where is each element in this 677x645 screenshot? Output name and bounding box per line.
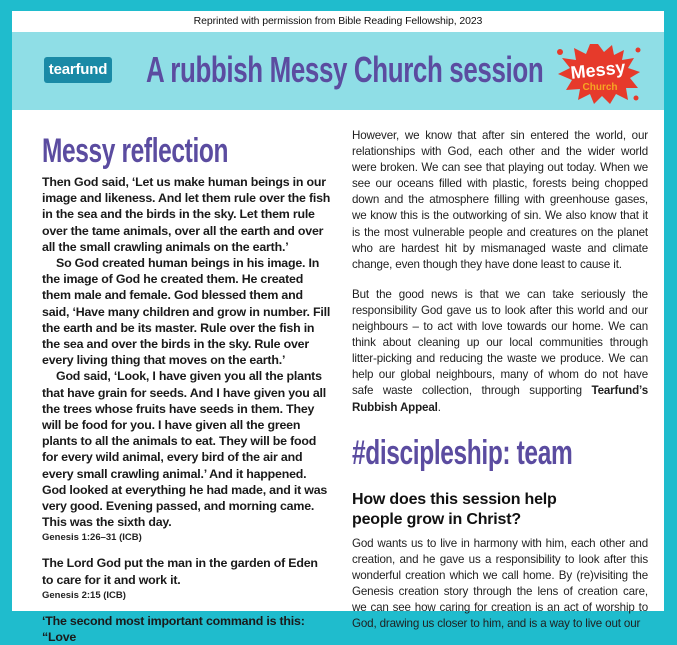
scripture-great-commandment — [42, 613, 332, 645]
scripture-reference: Genesis 1:26–31 (ICB) — [42, 532, 142, 544]
messy-reflection-heading: Messy reflection — [42, 132, 229, 170]
scripture-genesis-1 — [42, 174, 332, 530]
scripture-paragraph: The Lord God put the man in the garden of Eden to care for it and work it. — [42, 556, 318, 587]
header-banner — [12, 32, 664, 110]
permission-note: Reprinted with permission from Bible Reading Fellowship, 2023 — [12, 11, 664, 32]
body-paragraph: However, we know that after sin entered the world, our relationships with God, each other and the wider world were broken. We can see that playing out today. When we see our oceans filled with plastic, forests being chopped down and the atmosphere filling with greenhouse gases, we know this is the outworking of sin. We also know that it is the most vulnerable people and creatures on the planet who are hardest hit by mismanaged waste and climate change, even though they have done least to cause it. — [352, 129, 648, 271]
svg-text:Messy: Messy — [569, 57, 627, 83]
page-title: A rubbish Messy Church session — [146, 49, 544, 90]
tearfund-logo: tearfund — [44, 57, 112, 83]
subheading-grow-in-christ: How does this session help people grow in Christ? — [352, 490, 557, 528]
scripture-paragraph: Then God said, ‘Let us make human beings in our image and likeness. And let them rule over the fish in the sea and the birds in the sky. Let them rule over the tame animals, over all the earth and over all the small crawling animals on the earth.’ — [42, 175, 331, 254]
body-text-span: . — [437, 400, 441, 414]
body-text-span: But the good news is that we can take seriously the responsibility God gave us to look after this world and our neighbours – to act with love towards our home. We can think about cleaning up our local communities through litter-picking and reducing the waste we produce. We can help our global neighbours, many of whom do not have safe waste collection, through supporting — [352, 287, 648, 398]
body-paragraph: God wants us to live in harmony with him, each other and creation, and he gave us a responsibility to look after this wonderful creation which we call home. By (re)visiting the Genesis creation story through the lens of creation care, we can see how caring for creation is an act of worship to God, drawing us closer to him, and is a way to live out our — [352, 536, 648, 631]
messy-church-logo-icon — [552, 40, 644, 106]
svg-text:Church: Church — [582, 82, 618, 93]
scripture-genesis-2 — [42, 555, 332, 587]
scripture-paragraph: ‘The second most important command is this: “Love — [42, 613, 305, 645]
page-frame — [12, 11, 664, 645]
right-column — [352, 128, 648, 632]
rubbish-appeal-link[interactable]: Tearfund’s Rubbish Appeal — [352, 384, 648, 414]
scripture-reference: Genesis 2:15 (ICB) — [42, 589, 126, 601]
scripture-paragraph: God said, ‘Look, I have given you all the plants that have grain for seeds. And I have given you all the trees whose fruits have seeds in them. They will be food for you. I have given all the green plants to all the animals to eat. They will be food for every wild animal, every bird of the air and every small crawling animal.’ And it happened. God looked at everything he had made, and it was very good. Evening passed, and morning came. This was the sixth day. — [42, 369, 328, 530]
left-column — [42, 132, 332, 645]
scripture-paragraph: So God created human beings in his image. In the image of God he created them. He created them male and female. God blessed them and said, ‘Have many children and grow in number. Fill the earth and be its master. Rule over the fish in the sea and over the birds in the sky. Rule over every living thing that moves on the earth.’ — [42, 256, 331, 368]
body-paragraph — [352, 287, 648, 416]
discipleship-heading: #discipleship: team — [352, 433, 573, 472]
